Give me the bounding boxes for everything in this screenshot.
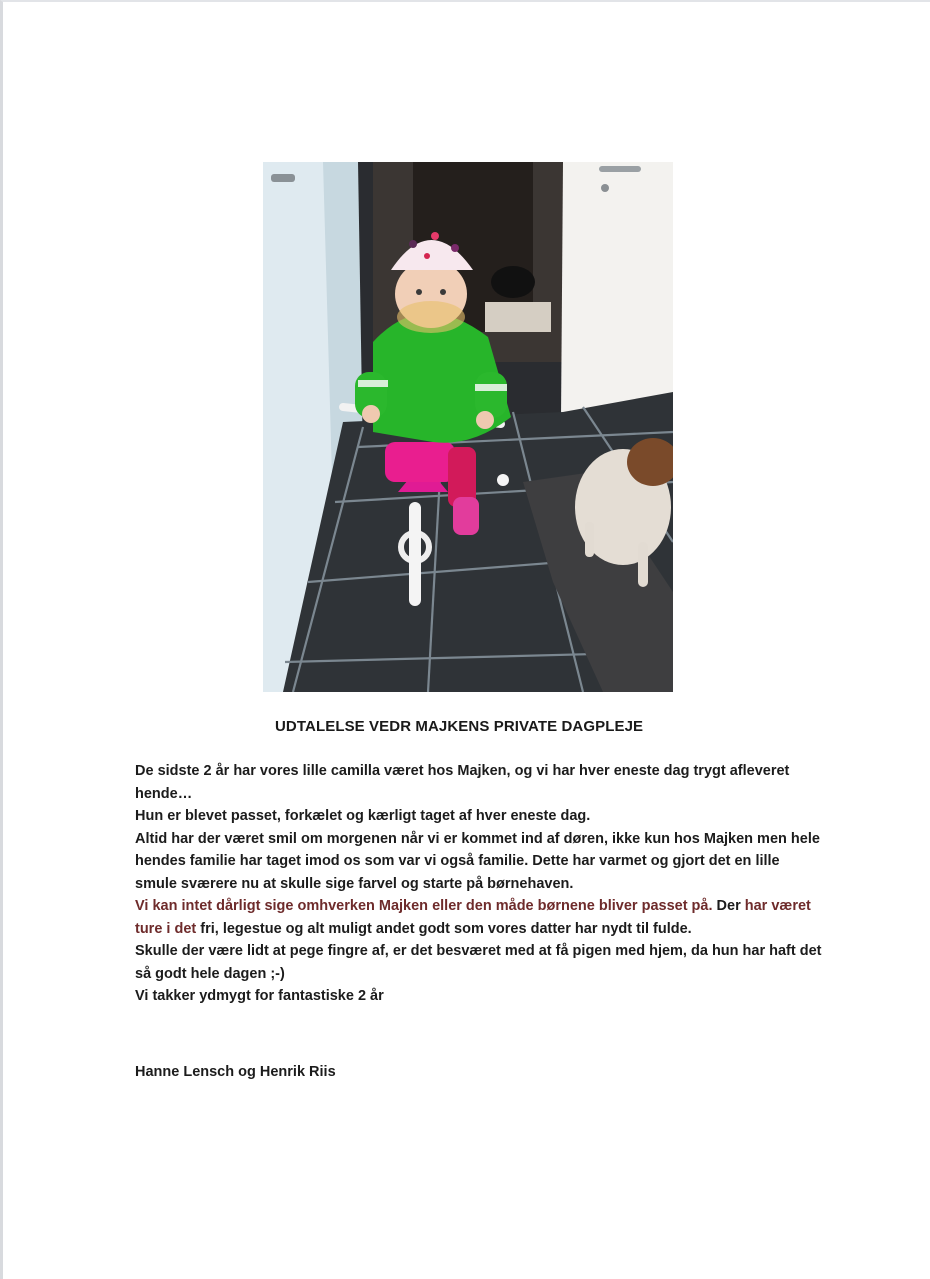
highlighted-text: Vi kan intet dårligt sige omhverken Majken eller den måde børnene bliver passet på. — [135, 898, 713, 914]
paragraph-text: fri, legestue og alt muligt andet godt som vores datter har nydt til fulde. — [196, 920, 692, 937]
paragraph: Hun er blevet passet, forkælet og kærligt taget af hver eneste dag. — [135, 808, 591, 824]
document-title: UDTALELSE VEDR MAJKENS PRIVATE DAGPLEJE — [275, 718, 644, 735]
highlighted-text: har været ture i det — [135, 898, 811, 937]
child-on-bike-photo — [263, 162, 673, 692]
paragraph — [135, 895, 825, 940]
photo-illustration — [263, 162, 673, 692]
paragraph: Altid har der været smil om morgenen når vi er kommet ind af døren, ikke kun hos Majken men hele hendes familie har taget imod os som var vi også familie. Dette har varmet og gjort det en lille smule sværere nu at skulle sige farvel og starte på børnehaven. — [135, 830, 820, 892]
paragraph: Skulle der være lidt at pege fingre af, er det besværet med at få pigen med hjem, da hun har haft det så godt hele dagen ;-) — [135, 943, 822, 982]
paragraph: De sidste 2 år har vores lille camilla været hos Majken, og vi har hver eneste dag trygt afleveret hende… — [135, 763, 790, 802]
statement-body — [135, 760, 825, 1008]
signature: Hanne Lensch og Henrik Riis — [135, 1064, 336, 1080]
paragraph-text: Der — [712, 898, 745, 914]
paragraph: Vi takker ydmygt for fantastiske 2 år — [135, 988, 384, 1004]
